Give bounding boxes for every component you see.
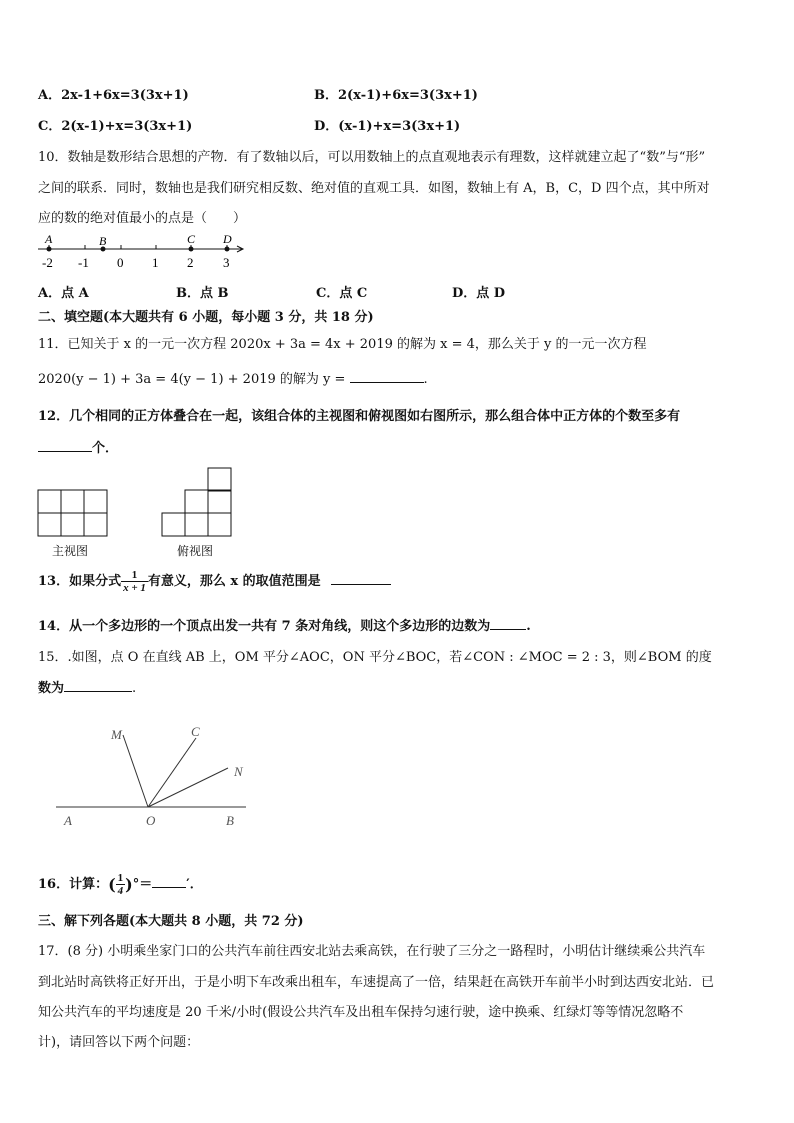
q13-prefix: 13．如果分式 (38, 574, 122, 589)
section-3-heading: 三、解下列各题(本大题共 8 小题，共 72 分) (38, 914, 304, 929)
q15-line-2: 数为 . (38, 681, 137, 696)
answer-blank (38, 451, 92, 452)
tick-label: -2 (42, 255, 53, 270)
tick-label: 0 (117, 255, 124, 270)
front-view-label: 主视图 (52, 544, 89, 558)
point-d-label: D (223, 232, 232, 246)
label-a: A (64, 813, 72, 828)
point-a-label: A (45, 232, 53, 246)
label-m: M (111, 727, 122, 742)
q17-line-1: 17．(8 分) 小明乘坐家门口的公共汽车前往西安北站去乘高铁，在行驶了三分之一路程时，小明估计继续乘公共汽车 (38, 944, 706, 959)
q14-text: 14．从一个多边形的一个顶点出发一共有 7 条对角线，则这个多边形的边数为 (38, 619, 491, 634)
top-view-label: 俯视图 (177, 544, 214, 558)
tick-label: -1 (78, 255, 89, 270)
q16-fraction: $\frac{1}{4}$ (117, 872, 124, 897)
point-a-dot (47, 247, 52, 252)
q10-option-b: B．点 B (176, 286, 229, 301)
q12-line-2 (38, 437, 118, 456)
q13-suffix: 有意义，那么 x 的取值范围是 (147, 574, 321, 589)
angle-figure (52, 722, 252, 832)
answer-blank (350, 382, 424, 383)
q11-line-1: 11．已知关于 x 的一元一次方程 2020x + 3a = 4x + 2019 的解为 x = 4，那么关于 y 的一元一次方程 (38, 337, 647, 352)
answer-blank (490, 629, 526, 630)
q9-option-d: D．(x-1)+x=3(3x+1) (314, 119, 461, 134)
cube-views-figure (36, 466, 236, 538)
number-line-figure (34, 230, 254, 272)
q10-option-d: D．点 D (452, 286, 506, 301)
front-view (38, 490, 107, 536)
q13-fraction: $\frac{1}{x + 1}$ (123, 569, 146, 594)
top-view (162, 468, 231, 536)
label-c: C (191, 724, 200, 739)
ray-om (123, 735, 148, 807)
ray-oc (148, 738, 196, 807)
q10-option-a: A．点 A (38, 286, 89, 301)
tick-label: 3 (223, 255, 230, 270)
q15-prefix: 数为 (38, 681, 65, 696)
q16-minute: ′． (186, 877, 203, 892)
q9-option-b: B．2(x-1)+6x=3(3x+1) (314, 88, 478, 103)
q14-line: 14．从一个多边形的一个顶点出发一共有 7 条对角线，则这个多边形的边数为 . (38, 619, 531, 634)
q10-option-c: C．点 C (316, 286, 368, 301)
label-o: O (146, 813, 156, 828)
answer-blank (152, 887, 186, 888)
q16-line: 16．计算：( $\frac{1}{4}$ )°＝ ′． (38, 872, 203, 897)
tick-label: 1 (152, 255, 159, 270)
q17-line-2: 到北站时高铁将正好开出，于是小明下车改乘出租车，车速提高了一倍，结果赶在高铁开车前半小时到达西安北站．已 (38, 975, 715, 990)
section-2-heading: 二、填空题(本大题共有 6 小题，每小题 3 分，共 18 分) (38, 310, 374, 325)
label-n: N (234, 764, 243, 779)
q11-line-2: 2020(y − 1) + 3a = 4(y − 1) + 2019 的解为 y = . (38, 372, 428, 387)
number-line-ticks (49, 245, 227, 249)
point-d-dot (225, 247, 230, 252)
point-b-label: B (99, 234, 107, 248)
tick-label: 2 (187, 255, 194, 270)
q15-line-1: 15．.如图，点 O 在直线 AB 上，OM 平分∠AOC，ON 平分∠BOC，若∠CON : ∠MOC = 2 : 3，则∠BOM 的度 (38, 650, 712, 665)
q10-line-3: 应的数的绝对值最小的点是（ ） (38, 211, 247, 226)
q11-equation: 2020(y − 1) + 3a = 4(y − 1) + 2019 的解为 y = (38, 372, 350, 387)
q12-suffix: 个． (92, 441, 119, 456)
q17-line-3: 知公共汽车的平均速度是 20 千米/小时(假设公共汽车及出租车保持匀速行驶，途中换乘、红绿灯等等情况忽略不 (38, 1005, 684, 1020)
q9-option-a: A．2x-1+6x=3(3x+1) (38, 88, 189, 103)
answer-blank (64, 691, 132, 692)
ray-on (148, 768, 228, 807)
answer-blank (331, 584, 391, 585)
q10-line-1: 10．数轴是数形结合思想的产物．有了数轴以后，可以用数轴上的点直观地表示有理数，这样就建立起了“数”与“形” (38, 150, 706, 165)
q13-line (38, 569, 391, 594)
q10-line-2: 之间的联系．同时，数轴也是我们研究相反数、绝对值的直观工具．如图，数轴上有 A，B，C，D 四个点，其中所对 (38, 181, 710, 196)
q9-option-c: C．2(x-1)+x=3(3x+1) (38, 119, 193, 134)
q17-line-4: 计)，请回答以下两个问题： (38, 1035, 200, 1050)
q16-prefix: 16．计算： (38, 877, 109, 892)
q16-degree: °＝ (132, 877, 153, 892)
q12-line-1: 12．几个相同的正方体叠合在一起，该组合体的主视图和俯视图如右图所示，那么组合体中正方体的个数至多有 (38, 409, 681, 424)
label-b: B (226, 813, 234, 828)
point-c-dot (189, 247, 194, 252)
point-c-label: C (187, 232, 196, 246)
